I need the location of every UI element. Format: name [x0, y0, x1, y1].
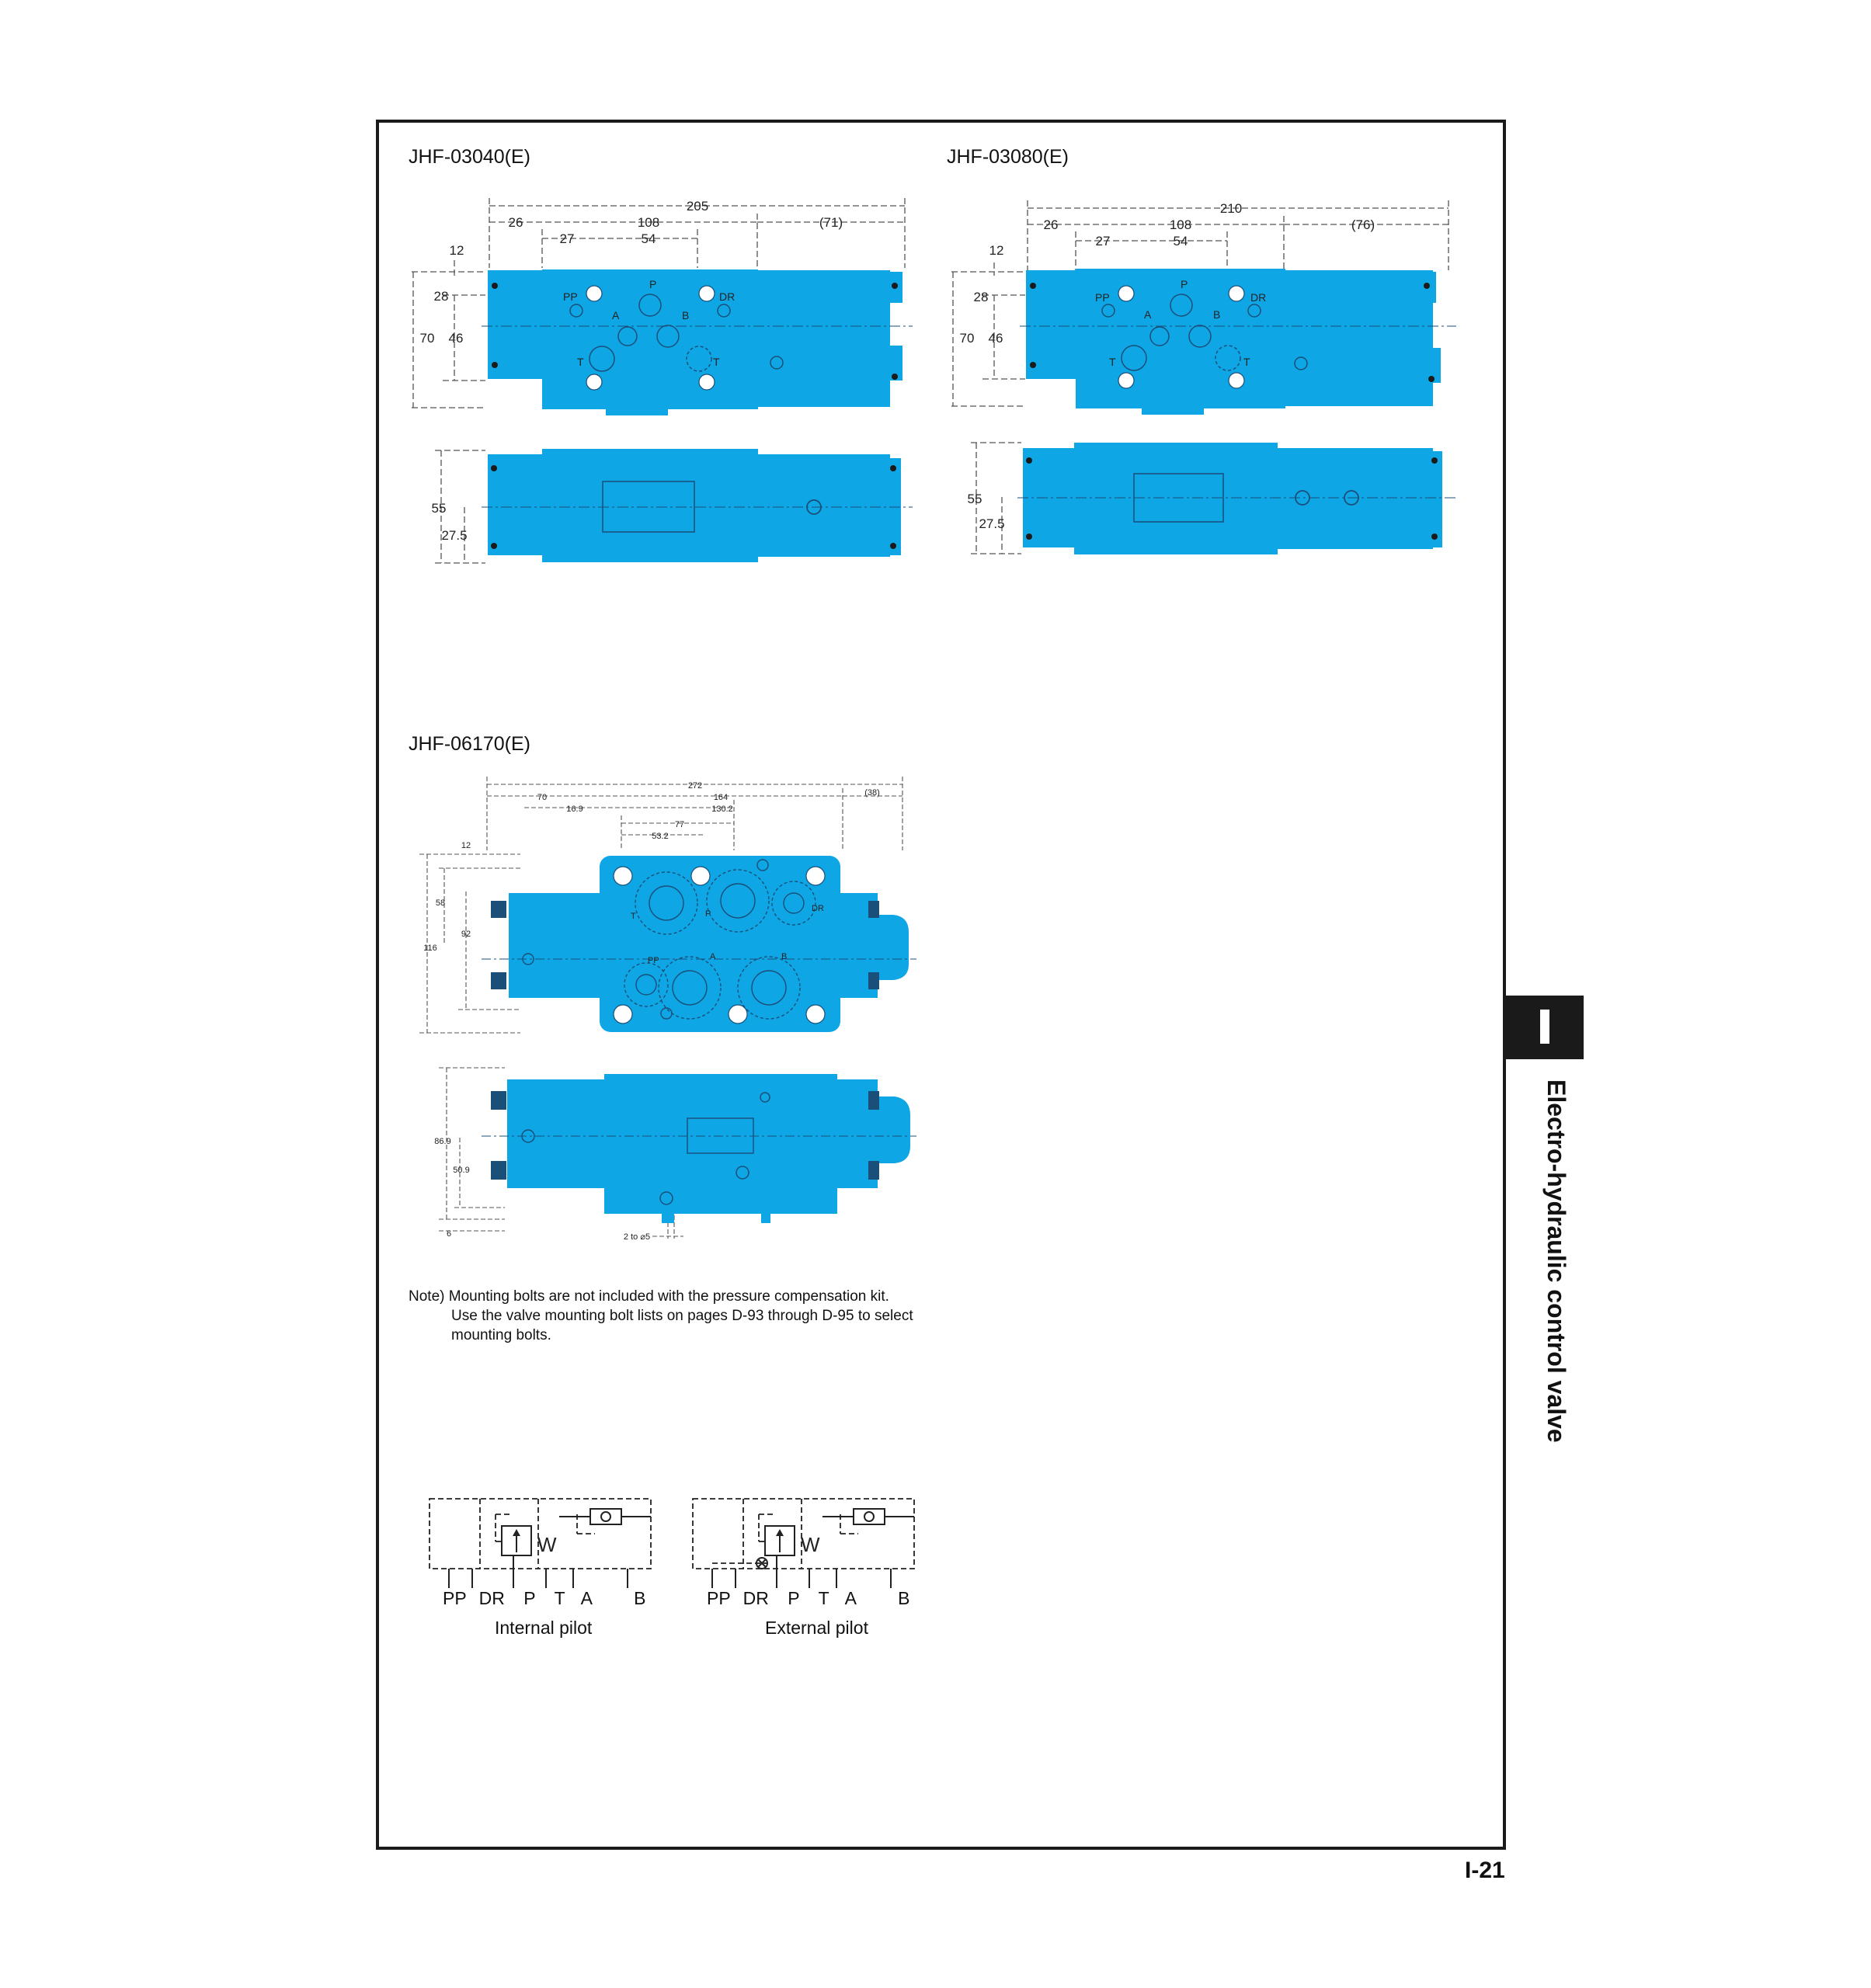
dim-12: 12	[989, 243, 1004, 258]
port-t1-label: T	[1109, 356, 1116, 368]
port-pp-label: PP	[563, 290, 578, 303]
dim-27-5: 27.5	[441, 528, 468, 543]
dim-76: (76)	[1351, 217, 1375, 232]
dim-116: 116	[423, 944, 437, 953]
dim-26: 26	[1043, 217, 1059, 232]
dim-164: 164	[713, 793, 729, 802]
symbol-w-label: W	[537, 1533, 557, 1556]
port-b: B	[634, 1588, 646, 1608]
dim-70: 70	[959, 331, 975, 346]
port-a-label: A	[1144, 308, 1152, 321]
mounting-bolts-note	[409, 1287, 999, 1345]
dim-46: 46	[988, 331, 1003, 346]
dim-54: 54	[1173, 234, 1188, 248]
port-p-label: P	[705, 909, 711, 919]
dim-27: 27	[1095, 234, 1111, 248]
port-t1-label: T	[577, 356, 584, 368]
dim-130-2: 130.2	[711, 805, 733, 814]
port-dr-label: DR	[719, 290, 736, 303]
port-p-label: P	[1181, 278, 1188, 290]
model-title-jhf-06170: JHF-06170(E)	[409, 733, 530, 755]
port-b: B	[898, 1588, 910, 1608]
port-b-label: B	[781, 952, 788, 961]
port-dr-label: DR	[812, 904, 824, 913]
model-title-jhf-03080: JHF-03080(E)	[947, 146, 1069, 168]
drawing-jhf-06170-top	[419, 777, 932, 1041]
port-pp-label: PP	[648, 956, 659, 965]
dim-53-2: 53.2	[652, 832, 669, 841]
drawing-jhf-06170-side	[419, 1064, 932, 1250]
dim-28: 28	[973, 290, 989, 304]
port-t2-label: T	[1243, 356, 1250, 368]
dim-12: 12	[449, 243, 464, 258]
dim-86-9: 86.9	[434, 1137, 451, 1146]
dim-70: 70	[419, 331, 435, 346]
dim-70: 70	[537, 793, 548, 802]
internal-pilot-caption: Internal pilot	[495, 1618, 593, 1638]
note-line-1: Note) Mounting bolts are not included with the pressure compensation kit.	[409, 1288, 889, 1305]
note-line-2: Use the valve mounting bolt lists on pages D-93 through D-95 to select	[451, 1308, 913, 1324]
port-dr: DR	[478, 1588, 505, 1608]
dim-77: 77	[674, 820, 685, 829]
chapter-roman-numeral-icon	[1540, 1010, 1549, 1044]
dim-55: 55	[431, 501, 447, 516]
port-t: T	[818, 1588, 829, 1608]
dim-27: 27	[559, 231, 575, 246]
dim-16-9: 16.9	[566, 805, 583, 814]
port-t2-label: T	[713, 356, 720, 368]
port-pp-label: PP	[1095, 291, 1110, 304]
chapter-title: Electro-hydraulic control valve	[1542, 1079, 1570, 1443]
port-b-label: B	[682, 309, 690, 321]
dim-28: 28	[433, 289, 449, 304]
dim-12: 12	[461, 841, 471, 850]
symbol-w-label: W	[801, 1533, 820, 1556]
dim-92: 92	[461, 930, 471, 939]
external-pilot-caption: External pilot	[765, 1618, 868, 1638]
drawing-jhf-03080-side	[967, 439, 1480, 563]
port-t: T	[554, 1588, 565, 1608]
port-a-label: A	[612, 309, 620, 321]
dim-205: 205	[686, 199, 709, 214]
port-p: P	[523, 1588, 536, 1608]
dim-272: 272	[687, 781, 703, 791]
drawing-jhf-03040-top	[412, 198, 940, 423]
port-p-label: P	[649, 278, 657, 290]
chapter-tab	[1506, 996, 1584, 1059]
dim-55: 55	[967, 492, 982, 506]
model-title-jhf-03040: JHF-03040(E)	[409, 146, 530, 168]
dim-58: 58	[435, 898, 446, 908]
dim-26: 26	[508, 215, 523, 230]
port-dr-label: DR	[1250, 291, 1267, 304]
port-p: P	[788, 1588, 800, 1608]
note-line-3: mounting bolts.	[451, 1327, 551, 1343]
dim-38: (38)	[864, 788, 880, 798]
dim-210: 210	[1219, 201, 1243, 216]
dim-50-9: 50.9	[453, 1166, 470, 1175]
internal-pilot-ports	[443, 1588, 645, 1609]
drawing-jhf-03080-top	[951, 200, 1487, 426]
port-a: A	[844, 1588, 856, 1608]
drawing-jhf-03040-side	[427, 447, 940, 571]
port-b-label: B	[1213, 308, 1221, 321]
dim-108: 108	[1169, 217, 1192, 232]
external-pilot-ports	[707, 1588, 909, 1609]
dim-71: (71)	[819, 215, 843, 230]
dim-108: 108	[637, 215, 660, 230]
dim-27-5: 27.5	[979, 516, 1005, 531]
dim-46: 46	[448, 331, 464, 346]
dim-6: 6	[446, 1229, 452, 1239]
port-pp: PP	[443, 1588, 467, 1608]
port-pp: PP	[707, 1588, 731, 1608]
port-a-label: A	[710, 952, 716, 961]
page-number: I-21	[1465, 1858, 1505, 1883]
dim-bolt: 2 to ⌀5	[623, 1232, 651, 1242]
port-dr: DR	[742, 1588, 769, 1608]
dim-54: 54	[641, 231, 656, 246]
port-a: A	[580, 1588, 592, 1608]
port-t-label: T	[631, 912, 636, 921]
